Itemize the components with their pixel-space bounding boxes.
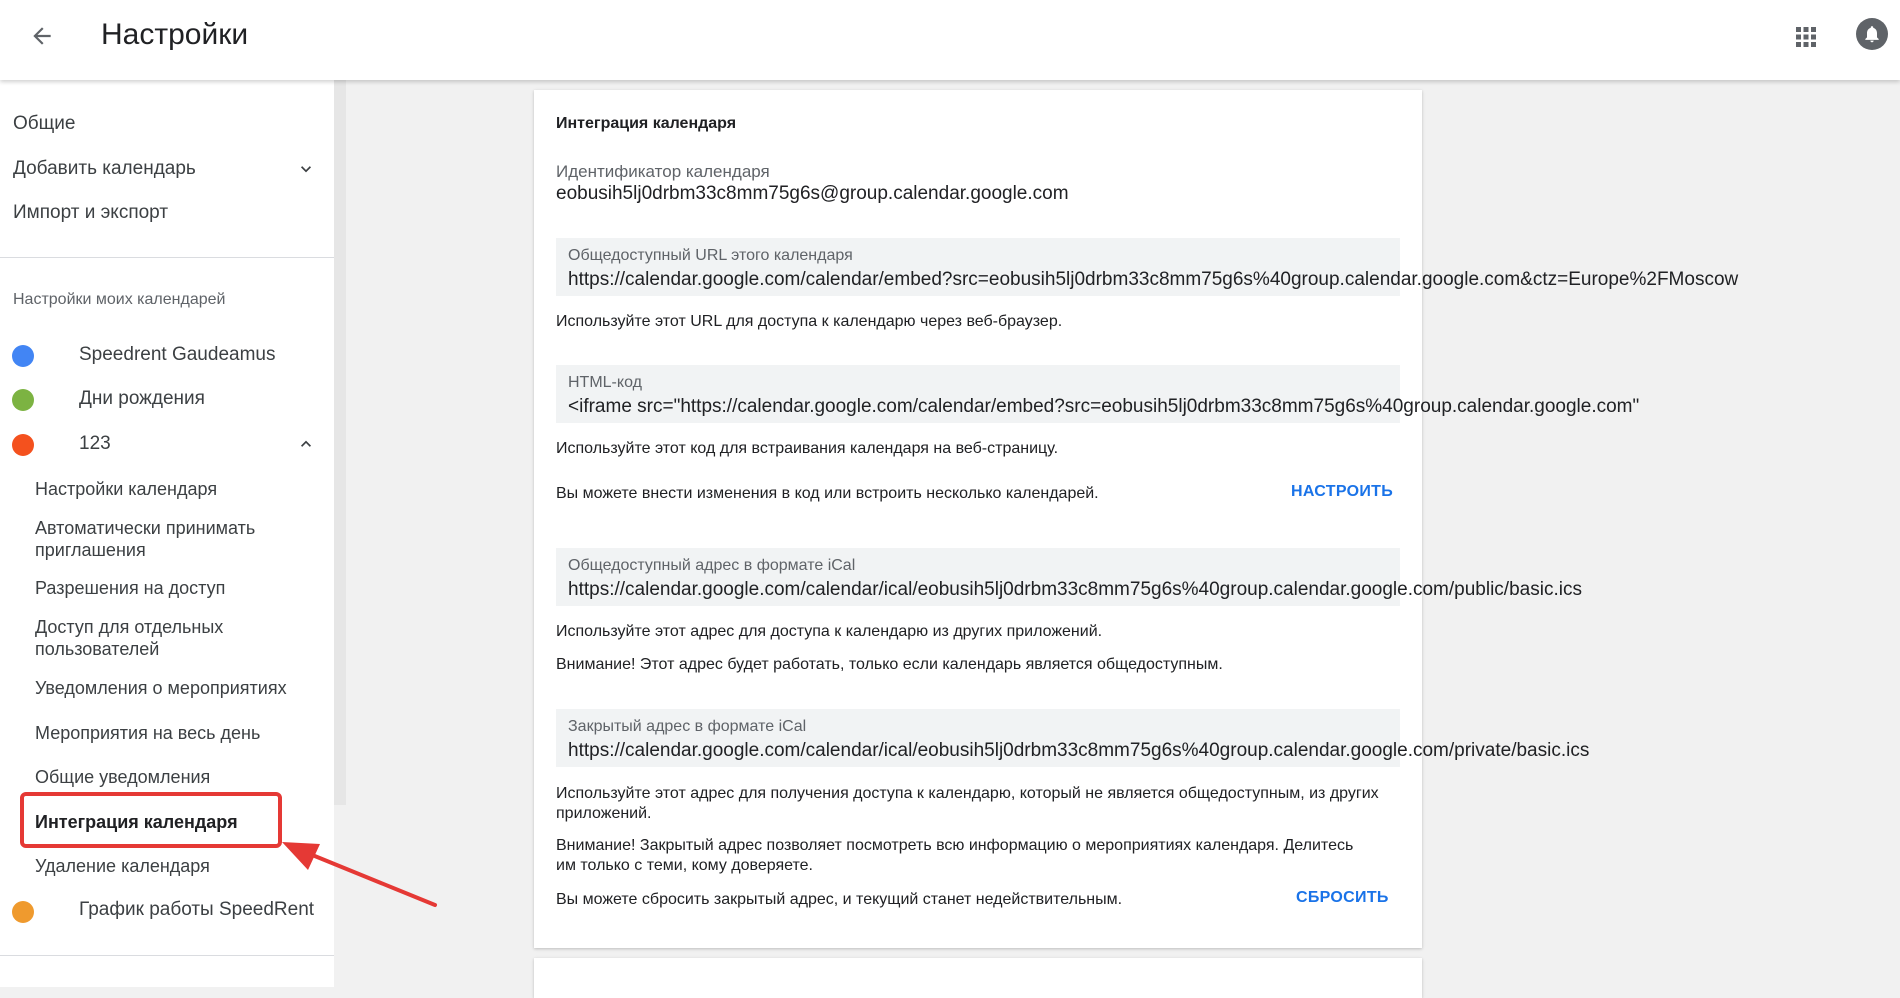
sidebar-sub-access-permissions[interactable]: Разрешения на доступ [35,578,226,598]
html-code-help: Используйте этот код для встраивания календаря на веб-страницу. [556,440,1059,457]
calendar-item-birthdays[interactable]: Дни рождения [79,388,205,409]
public-ical-field[interactable] [556,548,1582,606]
calendar-id-label: Идентификатор календаря [556,162,770,181]
page-title: Настройки [101,18,249,51]
calendar-color-dot [12,901,34,923]
my-calendars-heading: Настройки моих календарей [13,291,226,308]
reset-button[interactable]: СБРОСИТЬ [1296,889,1389,906]
sidebar-sub-remove-calendar[interactable]: Удаление календаря [35,856,210,876]
back-button[interactable] [22,16,62,56]
private-ical-warning: Внимание! Закрытый адрес позволяет посмотреть всю информацию о мероприятиях календаря. Делитесь им только с теми, кому доверяете. [556,837,1354,874]
calendar-item-speedrent-gaudeamus[interactable]: Speedrent Gaudeamus [79,344,276,365]
calendar-color-dot [12,345,34,367]
private-ical-value[interactable]: https://calendar.google.com/calendar/ical/eobusih5lj0drbm33c8mm75g6s%40group.calendar.google.com/private/basic.ics [568,740,1590,761]
public-ical-label: Общедоступный адрес в формате iCal [568,557,856,574]
private-ical-label: Закрытый адрес в формате iCal [568,718,807,735]
sidebar-sub-share-with-people[interactable]: Доступ для отдельных пользователей [35,617,224,659]
sidebar-sub-auto-accept[interactable]: Автоматически принимать приглашения [35,518,256,560]
sidebar-sub-event-notifications[interactable]: Уведомления о мероприятиях [35,678,287,698]
section-title: Интеграция календаря [556,115,737,132]
reset-text: Вы можете сбросить закрытый адрес, и текущий станет недействительным. [556,891,1123,908]
account-button[interactable] [1856,18,1888,50]
sidebar-divider [0,955,334,956]
public-ical-value[interactable]: https://calendar.google.com/calendar/ical/eobusih5lj0drbm33c8mm75g6s%40group.calendar.google.com/public/basic.ics [568,579,1582,600]
public-url-value[interactable]: https://calendar.google.com/calendar/embed?src=eobusih5lj0drbm33c8mm75g6s%40group.calendar.google.com&ctz=Europe%2FMoscow [568,269,1739,290]
apps-button[interactable] [1789,20,1823,54]
next-section-card [534,958,1422,998]
sidebar-item-general[interactable]: Общие [13,113,76,134]
public-ical-warning: Внимание! Этот адрес будет работать, только если календарь является общедоступным. [556,656,1223,673]
calendar-item-123[interactable]: 123 [79,433,111,454]
chevron-down-icon[interactable] [294,157,318,181]
sidebar-sub-calendar-settings[interactable]: Настройки календаря [35,479,218,499]
sidebar-sub-integrate-calendar[interactable]: Интеграция календаря [35,812,238,832]
html-code-field[interactable] [556,365,1640,423]
notification-bell-icon [1862,24,1882,44]
calendar-id-value[interactable]: eobusih5lj0drbm33c8mm75g6s@group.calendar.google.com [556,183,1069,204]
public-ical-help: Используйте этот адрес для доступа к календарю из других приложений. [556,623,1103,640]
calendar-color-dot [12,434,34,456]
html-code-label: HTML-код [568,374,642,391]
customize-text: Вы можете внести изменения в код или встроить несколько календарей. [556,485,1099,502]
arrow-back-icon [29,23,55,49]
customize-button[interactable]: НАСТРОИТЬ [1291,483,1394,500]
integrate-calendar-card [534,90,1739,948]
apps-grid-icon [1794,25,1818,49]
calendar-item-speedrent-schedule[interactable]: График работы SpeedRent [79,899,315,920]
html-code-value[interactable]: <iframe src="https://calendar.google.com/calendar/embed?src=eobusih5lj0drbm33c8mm75g6s%40group.calendar.google.com" [568,396,1640,417]
public-url-field[interactable] [556,238,1739,296]
sidebar-scrollbar[interactable] [334,80,346,805]
sidebar-item-import-export[interactable]: Импорт и экспорт [13,202,169,223]
red-arrow-annotation [270,830,450,930]
chevron-up-icon[interactable] [294,432,318,456]
calendar-color-dot [12,389,34,411]
public-url-help: Используйте этот URL для доступа к календарю через веб-браузер. [556,313,1063,330]
sidebar-item-add-calendar[interactable]: Добавить календарь [13,158,196,179]
top-app-bar [0,0,1900,80]
highlight-annotation-box [20,792,282,848]
sidebar-sub-all-day-events[interactable]: Мероприятия на весь день [35,723,261,743]
private-ical-help: Используйте этот адрес для получения доступа к календарю, который не является общедоступным, из других приложений. [556,785,1379,822]
public-url-label: Общедоступный URL этого календаря [568,247,853,264]
sidebar-sub-general-notifications[interactable]: Общие уведомления [35,767,211,787]
private-ical-field[interactable] [556,709,1590,767]
sidebar-divider [0,257,334,258]
